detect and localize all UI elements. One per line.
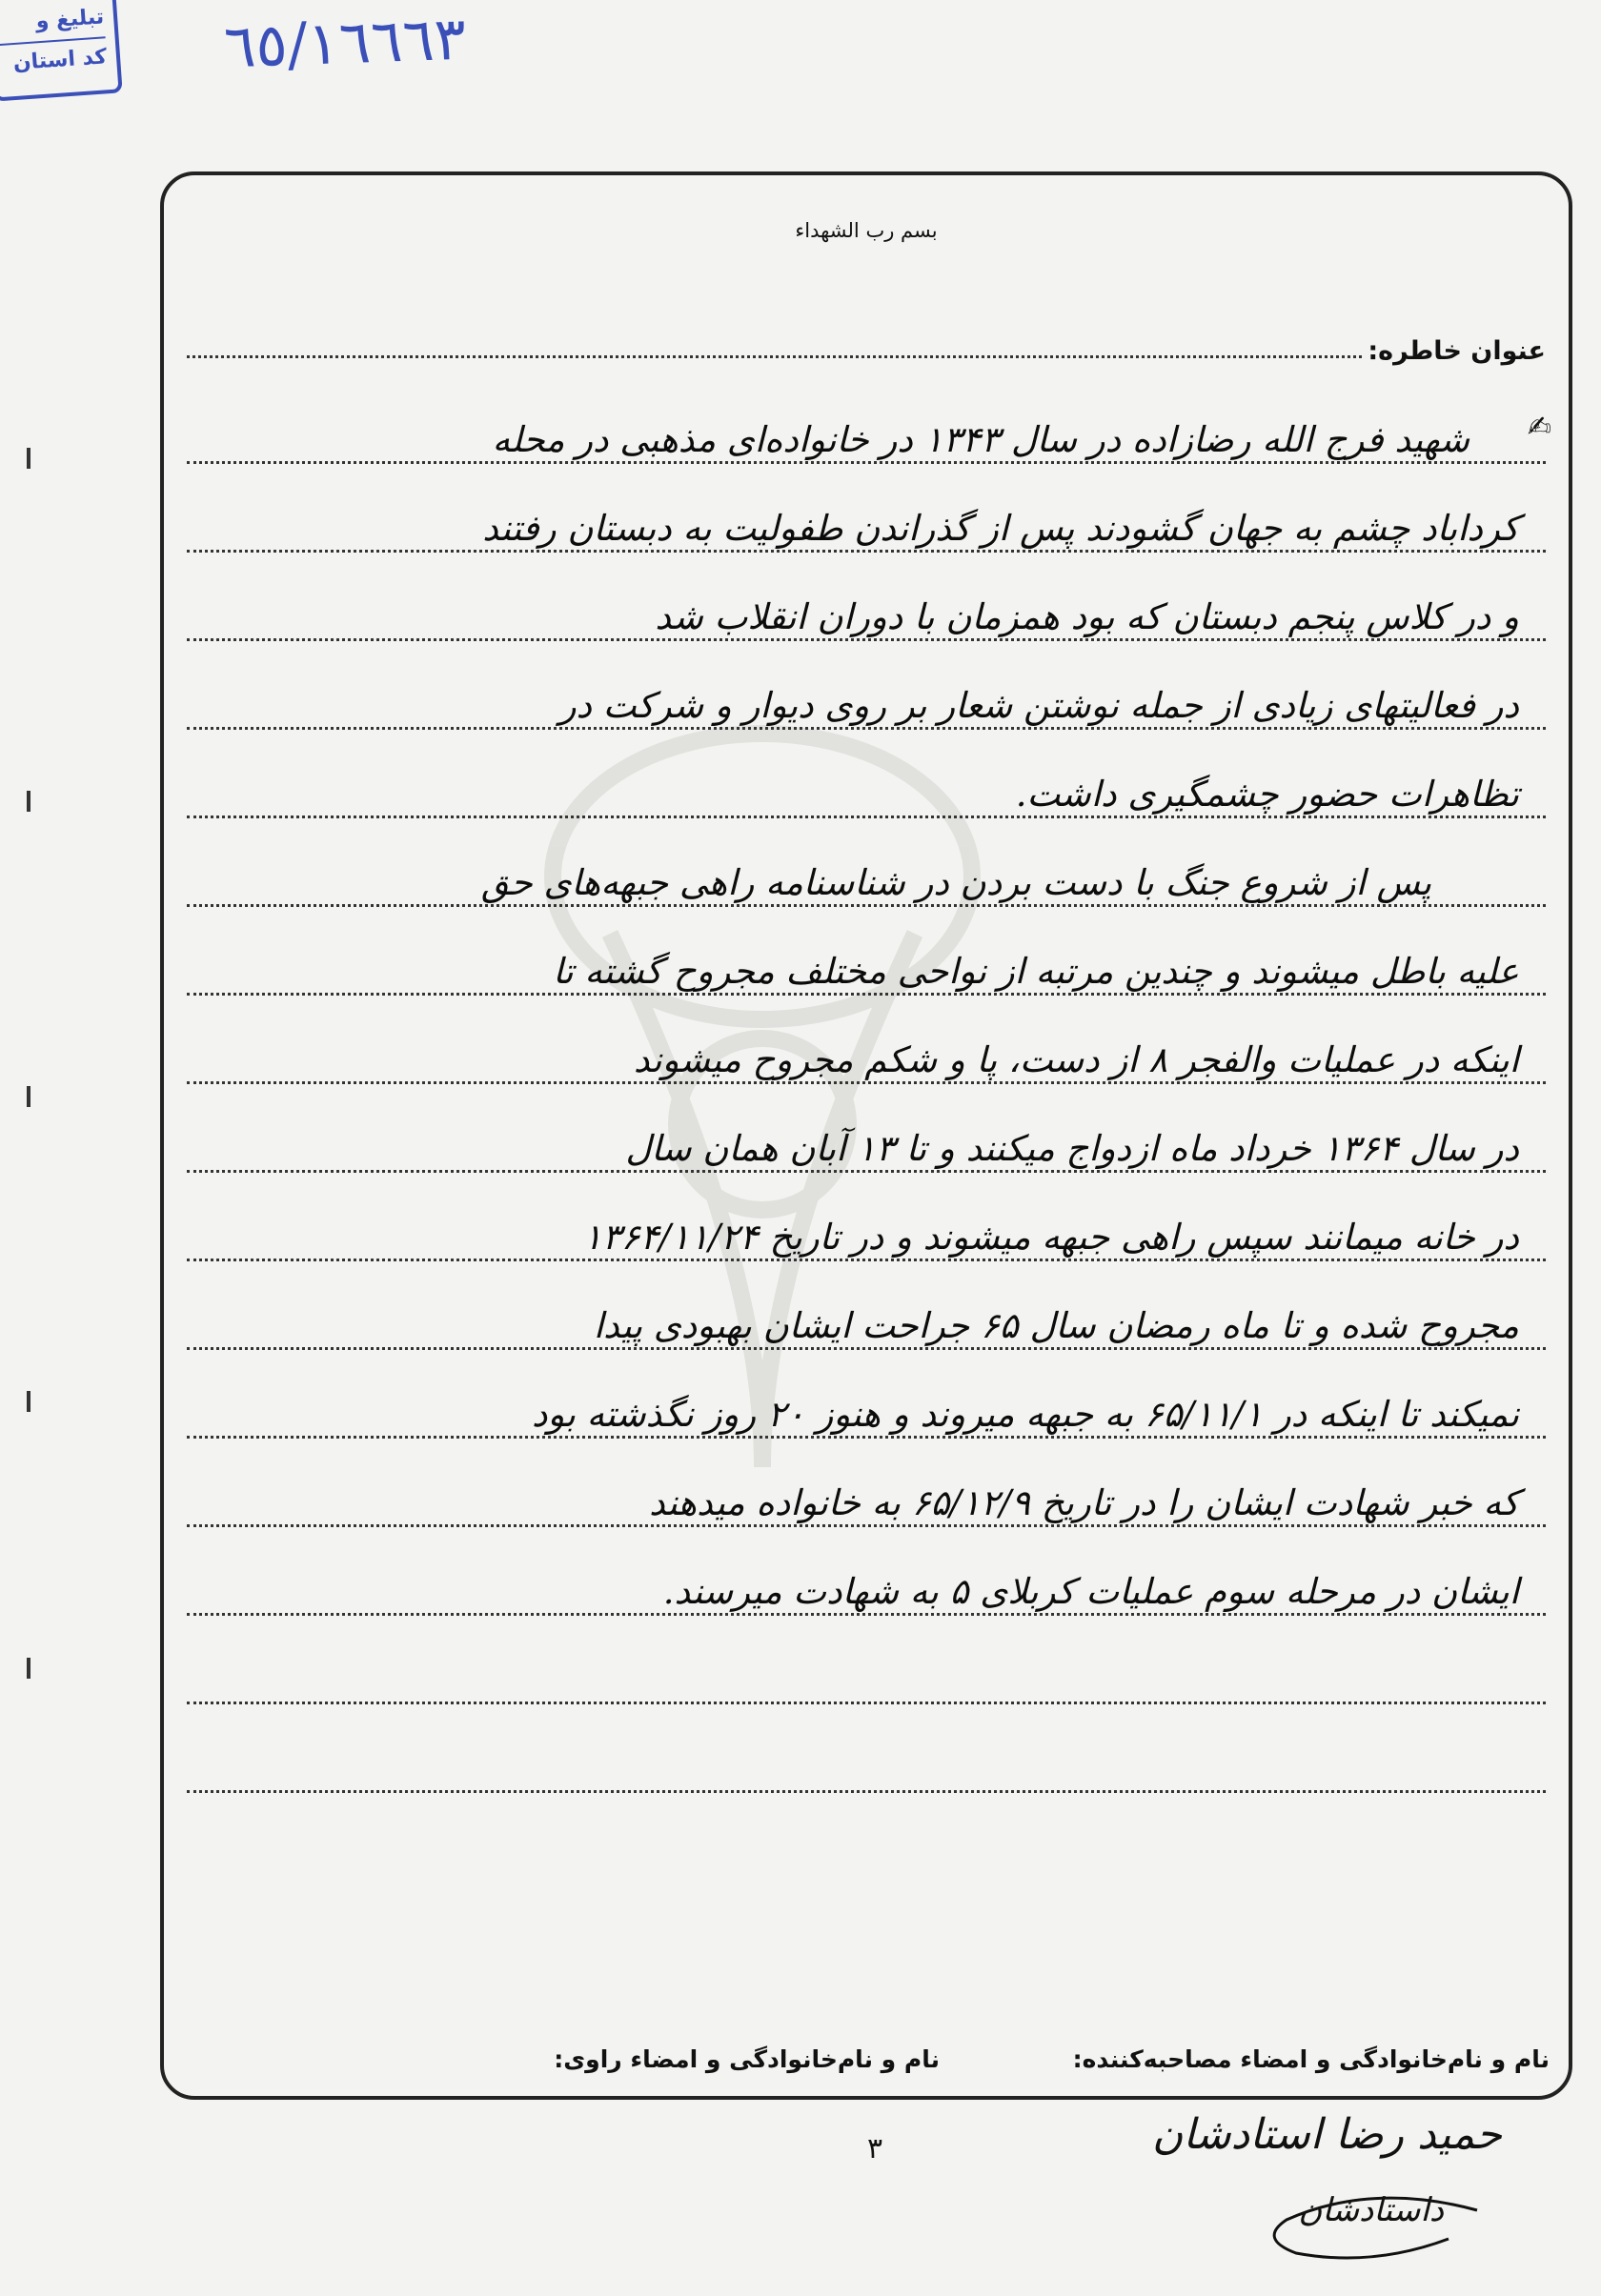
memoir-line[interactable] xyxy=(187,1616,1546,1704)
memoir-line-text: شهید فرج الله رضازاده در سال ۱۳۴۳ در خانواده‌ای مذهبی در محله xyxy=(492,419,1469,460)
reference-number: ٦٥/١٦٦٦٣ xyxy=(222,3,468,82)
memoir-line-text: علیه باطل میشوند و چندین مرتبه از نواحی مختلف مجروح گشته تا xyxy=(553,951,1519,992)
memoir-line xyxy=(187,553,1546,641)
memoir-line xyxy=(187,907,1546,996)
memoir-line-text: مجروح شده و تا ماه رمضان سال ۶۵ جراحت ایشان بهبودی پیدا xyxy=(593,1305,1519,1346)
memoir-line xyxy=(187,818,1546,907)
margin-mark xyxy=(27,448,30,469)
memoir-line xyxy=(187,1350,1546,1439)
memoir-line xyxy=(187,375,1551,464)
memoir-line-text: در خانه میمانند سپس راهی جبهه میشوند و در تاریخ ۱۳۶۴/۱۱/۲۴ xyxy=(582,1217,1519,1258)
memoir-line-text: نمیکند تا اینکه در ۶۵/۱۱/۱ به جبهه میروند و هنوز ۲۰ روز نگذشته بود xyxy=(532,1394,1519,1435)
memoir-title-field[interactable] xyxy=(187,355,1362,358)
memoir-line-text: در سال ۱۳۶۴ خرداد ماه ازدواج میکنند و تا ۱۳ آبان همان سال xyxy=(625,1128,1519,1169)
pen-hand-icon: ✍ xyxy=(1527,411,1551,444)
signature-footer xyxy=(164,2016,1569,2073)
memoir-line-text: پس از شروع جنگ با دست بردن در شناسنامه راهی جبهه‌های حق xyxy=(480,862,1431,903)
margin-mark xyxy=(27,791,30,812)
page-number: ۳ xyxy=(867,2132,883,2165)
memoir-title-label: عنوان خاطره: xyxy=(1368,336,1546,366)
memoir-line-text: اینکه در عملیات والفجر ۸ از دست، پا و شکم مجروح میشوند xyxy=(633,1039,1519,1080)
memoir-line-text xyxy=(1492,1786,1546,1790)
memoir-line xyxy=(187,1261,1546,1350)
margin-mark xyxy=(27,1658,30,1679)
office-stamp xyxy=(0,0,123,102)
stamp-line-2: کد استان xyxy=(12,45,108,76)
memoir-line-text xyxy=(1492,1698,1546,1702)
memoir-line xyxy=(187,1084,1546,1173)
memoir-line xyxy=(187,464,1546,553)
memoir-line-text: که خبر شهادت ایشان را در تاریخ ۶۵/۱۲/۹ به خانواده میدهند xyxy=(649,1482,1519,1523)
memoir-line xyxy=(187,730,1546,818)
memoir-line xyxy=(187,641,1546,730)
memoir-title-row xyxy=(187,309,1546,366)
narrator-signature-label: نام و نام‌خانوادگی و امضاء راوی: xyxy=(554,2045,940,2073)
interviewer-signature-label: نام و نام‌خانوادگی و امضاء مصاحبه‌کننده: xyxy=(1072,2045,1550,2073)
memoir-line-text: و در کلاس پنجم دبستان که بود همزمان با دوران انقلاب شد xyxy=(655,596,1519,637)
memoir-line-text: کرداباد چشم به جهان گشودند پس از گذراندن طفولیت به دبستان رفتند xyxy=(482,508,1519,549)
basmala-heading: بسم رب الشهداء xyxy=(795,219,938,242)
signature-text: داستادشان xyxy=(1298,2191,1444,2229)
memoir-line-text: در فعالیتهای زیادی از جمله نوشتن شعار بر روی دیوار و شرکت در xyxy=(558,685,1519,726)
memoir-text-area xyxy=(187,375,1551,1793)
memoir-line[interactable] xyxy=(187,1704,1546,1793)
memoir-line xyxy=(187,996,1546,1084)
stamp-line-1: تبلیغ و xyxy=(0,0,106,46)
memoir-line xyxy=(187,1439,1546,1527)
memoir-line xyxy=(187,1173,1546,1261)
margin-mark xyxy=(27,1391,30,1412)
memoir-line-text: تظاهرات حضور چشمگیری داشت. xyxy=(1015,774,1519,815)
memoir-line-text: ایشان در مرحله سوم عملیات کربلای ۵ به شهادت میرسند. xyxy=(662,1571,1519,1612)
memoir-form-frame xyxy=(160,171,1572,2100)
handwritten-name: حمید رضا استادشان xyxy=(1152,2110,1502,2159)
memoir-line xyxy=(187,1527,1546,1616)
margin-mark xyxy=(27,1086,30,1107)
